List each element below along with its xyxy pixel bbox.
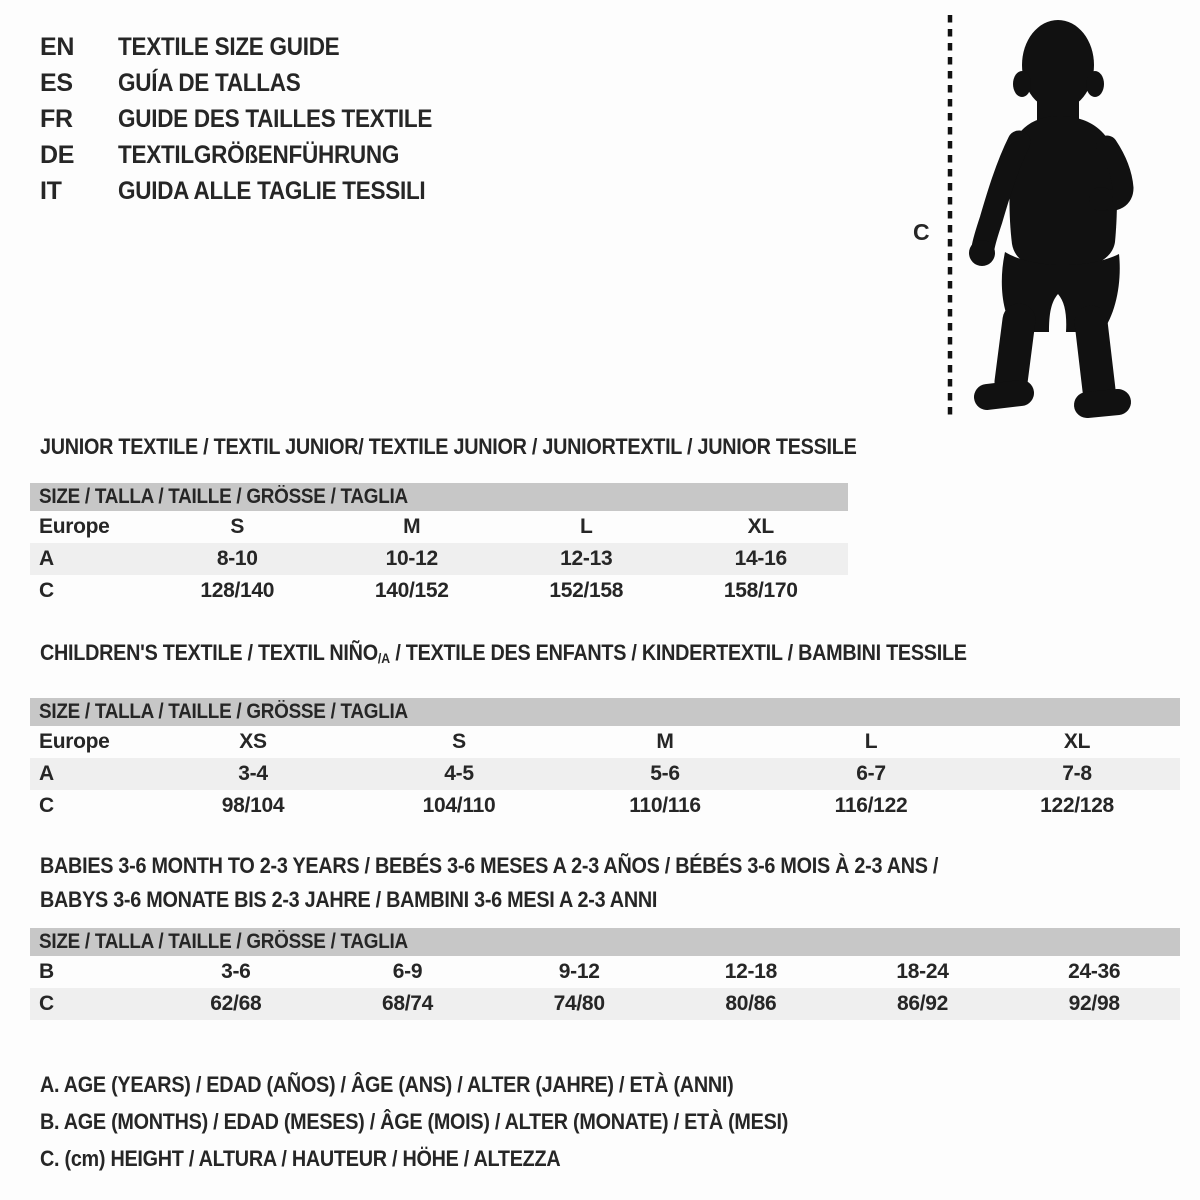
age-cell: 4-5 [444, 762, 474, 785]
row-label: C [39, 992, 54, 1015]
section-babies-textile [30, 849, 1180, 1020]
language-title: GUIDA ALLE TAGLIE TESSILI [118, 176, 426, 205]
age-cell: 18-24 [896, 960, 949, 983]
size-cell: M [403, 515, 421, 538]
language-title: GUÍA DE TALLAS [118, 68, 301, 97]
height-cell: 92/98 [1068, 992, 1120, 1015]
height-cell: 158/170 [723, 579, 798, 602]
row-label: C [39, 794, 54, 817]
language-code: DE [40, 140, 75, 169]
height-cell: 122/128 [1040, 794, 1114, 817]
size-cell: S [452, 730, 466, 753]
language-code: FR [40, 104, 73, 133]
footnote-age-months: B. AGE (MONTHS) / EDAD (MESES) / ÂGE (MOIS) / ALTER (MONATE) / ETÀ (MESI) [40, 1108, 789, 1134]
row-label: A [39, 762, 54, 785]
size-cell: XL [1063, 730, 1091, 753]
size-cell: L [864, 730, 878, 753]
height-cell: 98/104 [221, 794, 285, 817]
size-cell: L [579, 515, 593, 538]
row-label: Europe [39, 515, 110, 538]
row-label: B [39, 960, 54, 983]
language-code: ES [40, 68, 73, 97]
height-cell: 140/152 [374, 579, 449, 602]
age-cell: 12-13 [560, 547, 613, 570]
height-cell: 128/140 [200, 579, 275, 602]
footnote-age-years: A. AGE (YEARS) / EDAD (AÑOS) / ÂGE (ANS) / ALTER (JAHRE) / ETÀ (ANNI) [40, 1071, 734, 1097]
table-row [30, 758, 1180, 790]
height-measure-label: C [913, 219, 930, 245]
babies-size-table [30, 928, 1180, 1020]
junior-size-table [30, 483, 848, 607]
height-cell: 86/92 [896, 992, 949, 1015]
size-cell: XL [747, 515, 774, 538]
table-size-header: SIZE / TALLA / TAILLE / GRÖSSE / TAGLIA [30, 698, 1180, 726]
size-cell: M [656, 730, 674, 753]
section-childrens-textile [30, 641, 1180, 822]
section-title: BABIES 3-6 MONTH TO 2-3 YEARS / BEBÉS 3-6 MESES A 2-3 AÑOS / BÉBÉS 3-6 MOIS À 2-3 ANS / BABYS 3-6 MONATE BIS 2-3 JAHRE / BAMBINI 3-6 MESI A 2-3 ANNI [40, 853, 939, 912]
age-cell: 9-12 [558, 960, 600, 983]
language-title: GUIDE DES TAILLES TEXTILE [118, 104, 433, 133]
age-cell: 24-36 [1068, 960, 1121, 983]
table-row [30, 988, 1180, 1020]
language-title: TEXTILE SIZE GUIDE [118, 32, 340, 61]
section-title: CHILDREN'S TEXTILE / TEXTIL $NIÑO_{/A}$ / TEXTILE DES ENFANTS / KINDERTEXTIL / BAMBINI TESSILE [40, 640, 967, 666]
table-row [30, 511, 848, 543]
language-row [40, 29, 467, 65]
size-cell: S [230, 515, 245, 538]
children-size-table [30, 698, 1180, 822]
table-row [30, 790, 1180, 822]
height-cell: 110/116 [629, 794, 701, 817]
table-row [30, 543, 848, 575]
height-cell: 152/158 [549, 579, 624, 602]
language-list [40, 29, 467, 209]
height-dashed-line-icon [946, 15, 954, 419]
footnote-height-cm: C. (cm) HEIGHT / ALTURA / HAUTEUR / HÖHE / ALTEZZA [40, 1145, 561, 1171]
table-row [30, 956, 1180, 988]
height-cell: 80/86 [725, 992, 777, 1015]
section-title: JUNIOR TEXTILE / TEXTIL JUNIOR/ TEXTILE JUNIOR / JUNIORTEXTIL / JUNIOR TESSILE [40, 434, 857, 459]
table-row [30, 575, 848, 607]
height-cell: 74/80 [553, 992, 605, 1015]
size-cell: XS [239, 730, 267, 753]
height-cell: 62/68 [210, 992, 262, 1015]
age-cell: 7-8 [1062, 762, 1092, 785]
age-cell: 3-6 [221, 960, 251, 983]
age-cell: 12-18 [724, 960, 777, 983]
toddler-silhouette [965, 16, 1145, 420]
section-junior-textile [30, 434, 857, 607]
height-figure [905, 12, 1165, 424]
language-row [40, 101, 467, 137]
age-cell: 3-4 [238, 762, 268, 785]
age-cell: 5-6 [650, 762, 680, 785]
age-cell: 10-12 [385, 547, 438, 570]
row-label: C [39, 579, 54, 602]
title-subscript: /A [377, 651, 391, 666]
table-size-header: SIZE / TALLA / TAILLE / GRÖSSE / TAGLIA [30, 928, 1180, 956]
language-code: IT [40, 176, 62, 205]
legend-footnotes [40, 1066, 871, 1177]
age-cell: 8-10 [216, 547, 258, 570]
table-size-header: SIZE / TALLA / TAILLE / GRÖSSE / TAGLIA [30, 483, 848, 511]
age-cell: 6-7 [856, 762, 886, 785]
age-cell: 6-9 [392, 960, 423, 983]
language-code: EN [40, 32, 75, 61]
height-cell: 116/122 [834, 794, 908, 817]
language-row [40, 137, 467, 173]
language-row [40, 65, 467, 101]
age-cell: 14-16 [734, 547, 787, 570]
height-cell: 104/110 [422, 794, 496, 817]
row-label: Europe [39, 730, 110, 753]
row-label: A [39, 547, 54, 570]
height-cell: 68/74 [381, 992, 434, 1015]
table-row [30, 726, 1180, 758]
language-title: TEXTILGRÖßENFÜHRUNG [118, 140, 400, 169]
language-row [40, 173, 467, 209]
